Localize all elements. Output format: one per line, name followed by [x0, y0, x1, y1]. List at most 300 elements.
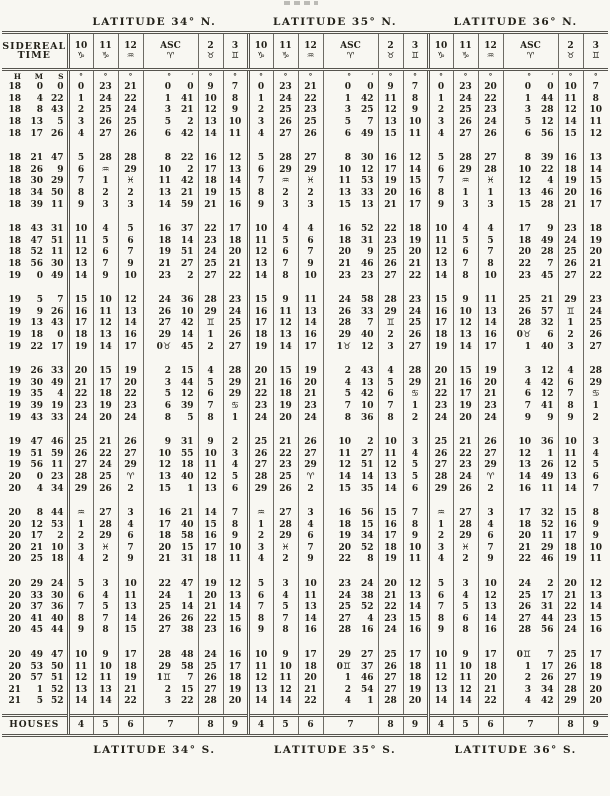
sidereal-s: 10	[50, 542, 64, 553]
cell-3: 19	[583, 673, 608, 685]
table-row	[2, 377, 608, 389]
cell-empty	[583, 708, 608, 716]
cell-asc-deg: 22	[503, 259, 533, 271]
sidereal-m: 8	[36, 105, 43, 116]
cell-10: 13	[248, 685, 273, 697]
cell-asc-min: 2	[187, 117, 194, 128]
cell-asc-deg: 24	[503, 579, 533, 591]
cell-asc-deg: 26	[143, 614, 173, 626]
cell-10: 4	[428, 554, 453, 566]
cell-empty	[558, 566, 583, 579]
cell-asc-deg: 8	[503, 153, 533, 165]
deg-mark: °	[143, 70, 173, 83]
cell-3: 29	[223, 377, 248, 389]
cell-2: 18	[558, 165, 583, 177]
cell-3: 17	[583, 199, 608, 211]
cell-10: 9	[68, 199, 93, 211]
cell-12: 29	[118, 460, 143, 472]
cell-asc-deg: 8	[323, 153, 353, 165]
cell-10: 6	[248, 590, 273, 602]
cell-empty	[403, 424, 428, 437]
cell-10: 8	[248, 614, 273, 626]
cell-10: 8	[68, 614, 93, 626]
cell-empty	[223, 211, 248, 224]
cell-asc-min: 51	[360, 460, 374, 471]
cell-3: 28	[223, 366, 248, 378]
cell-asc-min: 15	[180, 684, 194, 695]
deg-mark: °	[118, 70, 143, 83]
cell-3: 12	[583, 579, 608, 591]
cell-asc-min: 8	[367, 554, 374, 565]
cell-11: 4	[273, 224, 298, 236]
cell-3: 19	[223, 685, 248, 697]
sidereal-m: 45	[30, 625, 43, 636]
cell-empty	[68, 353, 93, 366]
col-12-header: 12 ♒	[478, 33, 503, 70]
cell-empty	[453, 353, 478, 366]
hours-label: H	[13, 71, 21, 81]
cell-3: 4	[223, 460, 248, 472]
sidereal-s: 19	[50, 400, 64, 411]
cell-asc-deg: 21	[503, 543, 533, 555]
gemini-icon: ♊	[591, 50, 600, 61]
cell-asc-min: 2	[367, 437, 374, 448]
cell-2: 23	[378, 614, 403, 626]
sidereal-h: 20	[8, 613, 21, 624]
cell-3: 7	[223, 508, 248, 520]
cell-3: 23	[223, 295, 248, 307]
table-row	[2, 94, 608, 106]
cell-asc-deg: 12	[503, 448, 533, 460]
cell-empty	[248, 708, 273, 716]
sidereal-h: 20	[8, 519, 21, 530]
cell-empty	[478, 637, 503, 650]
cell-2: 23	[378, 236, 403, 248]
header-row	[2, 33, 608, 70]
cell-asc-min: 14	[180, 235, 194, 246]
sidereal-m: 5	[36, 696, 43, 707]
cell-3: 18	[583, 224, 608, 236]
cell-asc-min: 24	[360, 579, 374, 590]
cell-12: 10	[298, 579, 323, 591]
deg-mark: °	[453, 70, 478, 83]
cell-2: 29	[558, 696, 583, 708]
table-row	[2, 543, 608, 555]
cell-asc-min: 5	[187, 412, 194, 423]
cell-10: 13	[248, 259, 273, 271]
cell-2: 13	[198, 117, 223, 129]
sidereal-s: 52	[50, 684, 64, 695]
cell-empty	[68, 708, 93, 716]
cell-10: 0	[248, 82, 273, 94]
cell-11: 10	[453, 307, 478, 319]
cell-2: 16	[378, 519, 403, 531]
cell-empty	[248, 353, 273, 366]
cell-3: ♋	[223, 401, 248, 413]
sidereal-m: 1	[36, 684, 43, 695]
cell-asc-min: 1	[187, 483, 194, 494]
cell-2: 15	[378, 508, 403, 520]
cell-10: 5	[248, 579, 273, 591]
sidereal-s: 5	[57, 117, 64, 128]
sidereal-h: 20	[8, 483, 21, 494]
cell-asc-min: 43	[360, 366, 374, 377]
cell-asc-min: 16	[360, 625, 374, 636]
cell-empty	[93, 566, 118, 579]
cell-asc-deg: 13	[143, 472, 173, 484]
cell-asc-deg: 8	[143, 412, 173, 424]
cell-asc-min: 14	[360, 471, 374, 482]
cell-12: ♈	[298, 472, 323, 484]
table-row	[2, 625, 608, 637]
cell-12: 9	[298, 554, 323, 566]
cell-empty	[223, 282, 248, 295]
cell-empty	[93, 282, 118, 295]
cell-3: 13	[223, 590, 248, 602]
cell-2: 6	[198, 389, 223, 401]
cell-asc-min: 21	[180, 188, 194, 199]
taurus-icon: ♉	[566, 50, 575, 61]
cell-12: 17	[298, 650, 323, 662]
cell-10: 0	[428, 82, 453, 94]
cell-11: 4	[453, 590, 478, 602]
sidereal-m: 4	[36, 483, 43, 494]
cell-asc-deg: 22	[503, 554, 533, 566]
col-10-header: 10 ♑	[248, 33, 273, 70]
cell-3: 25	[223, 318, 248, 330]
cell-2: 8	[378, 412, 403, 424]
cell-3: 10	[223, 117, 248, 129]
cell-2: 18	[378, 543, 403, 555]
cell-3: 1	[403, 401, 428, 413]
cell-10: 11	[248, 236, 273, 248]
sidereal-m: 35	[30, 389, 43, 400]
cell-12: 17	[298, 341, 323, 353]
cell-11: 10	[93, 295, 118, 307]
col-11-header: 11 ♑	[93, 33, 118, 70]
cell-11: 27	[453, 508, 478, 520]
cell-asc-deg: 16	[323, 224, 353, 236]
cell-asc-min: 26	[540, 460, 554, 471]
cell-empty	[198, 353, 223, 366]
cell-10: 2	[428, 105, 453, 117]
cell-3: 13	[223, 165, 248, 177]
cell-empty	[323, 282, 353, 295]
sidereal-s: 49	[50, 377, 64, 388]
sidereal-s: 50	[50, 188, 64, 199]
cell-3: 10	[583, 543, 608, 555]
deg-mark: °	[273, 70, 298, 83]
cell-3: 21	[583, 259, 608, 271]
cell-empty	[403, 282, 428, 295]
houses-label: HOUSES	[2, 715, 68, 735]
cell-11: 19	[93, 401, 118, 413]
cell-asc-min: 41	[180, 93, 194, 104]
cell-2: 9	[558, 412, 583, 424]
cell-asc-deg: 20	[503, 531, 533, 543]
sidereal-s: 47	[50, 153, 64, 164]
gemini-icon: ♊	[411, 50, 419, 61]
sidereal-h: 20	[8, 531, 21, 542]
cell-12: 24	[118, 105, 143, 117]
cell-empty	[533, 708, 558, 716]
sidereal-s: 7	[57, 295, 64, 306]
cell-asc-deg: 0♊	[323, 661, 353, 673]
cell-12: 27	[298, 153, 323, 165]
cell-empty	[533, 637, 558, 650]
cell-11: 22	[273, 448, 298, 460]
cell-empty	[453, 424, 478, 437]
cell-10: 10	[68, 224, 93, 236]
sidereal-m: 37	[30, 602, 43, 613]
cell-empty	[403, 708, 428, 716]
cell-asc-min: 31	[360, 235, 374, 246]
sidereal-s: 46	[50, 437, 64, 448]
cell-3: 1	[583, 401, 608, 413]
cell-empty	[143, 211, 173, 224]
cell-asc-deg: 14	[323, 472, 353, 484]
cell-12: 9	[118, 554, 143, 566]
block-gap-row	[2, 566, 608, 579]
cell-10: 3	[68, 543, 93, 555]
cell-2: 11	[378, 448, 403, 460]
cell-asc-deg: 6	[143, 128, 173, 140]
cell-empty	[378, 282, 403, 295]
deg-mark: °	[478, 70, 503, 83]
cell-10: 12	[248, 673, 273, 685]
cell-asc-deg: 0♉	[503, 330, 533, 342]
cell-asc-deg: 1	[503, 341, 533, 353]
cell-10: 19	[428, 341, 453, 353]
sidereal-s: 0	[57, 82, 64, 93]
cell-10: 15	[248, 295, 273, 307]
cell-11: 28	[453, 153, 478, 165]
cell-12: 18	[298, 661, 323, 673]
cell-asc-deg: 26	[503, 307, 533, 319]
cell-asc-min: 46	[360, 673, 374, 684]
cell-2: 9	[198, 82, 223, 94]
cell-empty	[223, 495, 248, 508]
cell-2: 6	[558, 377, 583, 389]
cell-12: 22	[118, 94, 143, 106]
cell-3: 8	[403, 519, 428, 531]
cell-empty	[533, 140, 558, 153]
cell-asc-deg: 17	[503, 224, 533, 236]
cell-asc-deg: 21	[143, 259, 173, 271]
cell-empty	[118, 495, 143, 508]
cell-12: 28	[118, 153, 143, 165]
table-row	[2, 105, 608, 117]
cell-10: 29	[248, 483, 273, 495]
cell-2: 17	[198, 543, 223, 555]
cell-11: 2	[273, 554, 298, 566]
cell-10: 3	[428, 117, 453, 129]
cell-11: 9	[273, 295, 298, 307]
cell-asc-min: 11	[540, 483, 554, 494]
table-footer	[2, 715, 608, 735]
cell-12: 9	[118, 259, 143, 271]
cell-11: 20	[453, 412, 478, 424]
cell-asc-min: 56	[540, 128, 554, 139]
cell-asc-deg: 17	[143, 519, 173, 531]
cell-asc-deg: 10	[323, 437, 353, 449]
cell-12: 17	[478, 650, 503, 662]
cell-empty	[558, 495, 583, 508]
title-lat-35n: LATITUDE 35° N.	[273, 16, 398, 28]
cell-asc-deg: 19	[323, 531, 353, 543]
taurus-icon: ♉	[386, 50, 395, 61]
cell-3: 3	[403, 437, 428, 449]
cell-asc-deg: 27	[143, 625, 173, 637]
cell-asc-min: 21	[180, 105, 194, 116]
cell-11: 6	[453, 614, 478, 626]
cell-11: 1	[93, 176, 118, 188]
table-row	[2, 259, 608, 271]
cell-empty	[503, 566, 533, 579]
cell-2: 7	[378, 401, 403, 413]
table-row	[2, 165, 608, 177]
cell-asc-min: 37	[360, 661, 374, 672]
cell-empty	[2, 424, 24, 437]
cell-3: 12	[583, 128, 608, 140]
cell-12: 24	[118, 412, 143, 424]
cell-11: 12	[453, 685, 478, 697]
sidereal-m: 25	[30, 554, 43, 565]
cell-10: 13	[68, 685, 93, 697]
cell-12: 12	[478, 590, 503, 602]
sidereal-s: 30	[50, 259, 64, 270]
cell-empty	[378, 353, 403, 366]
capricorn-icon: ♑	[461, 50, 470, 61]
cell-3: 6	[583, 472, 608, 484]
cell-asc-deg: 12	[323, 460, 353, 472]
cell-12: 18	[478, 661, 503, 673]
cell-2: 27	[378, 673, 403, 685]
cell-asc-min: 47	[180, 579, 194, 590]
block-gap-row	[2, 140, 608, 153]
col-3-header: 3 ♊	[403, 33, 428, 70]
cell-3: 12	[223, 153, 248, 165]
cell-2: 27	[378, 270, 403, 282]
cell-empty	[24, 282, 46, 295]
cell-12: 20	[298, 673, 323, 685]
cell-asc-min: 35	[360, 483, 374, 494]
cell-10: 3	[68, 117, 93, 129]
cell-asc-deg: 13	[143, 188, 173, 200]
cell-3: 22	[403, 270, 428, 282]
cell-empty	[273, 282, 298, 295]
cell-2: 12	[198, 472, 223, 484]
cell-asc-deg: 13	[323, 188, 353, 200]
cell-2: ♊	[558, 307, 583, 319]
cell-11: 3	[93, 199, 118, 211]
cell-empty	[353, 211, 378, 224]
cell-12: 2	[298, 188, 323, 200]
cell-2: 20	[558, 579, 583, 591]
cell-12: 8	[478, 259, 503, 271]
cell-2: 10	[198, 94, 223, 106]
cell-12: 16	[118, 330, 143, 342]
col-10-header: 10 ♑	[68, 33, 93, 70]
sidereal-s: 2	[57, 531, 64, 542]
cell-empty	[46, 708, 68, 716]
cell-11: 6	[93, 247, 118, 259]
cell-10: 28	[248, 472, 273, 484]
cell-11: 18	[273, 389, 298, 401]
sidereal-s: 34	[50, 483, 64, 494]
cell-empty	[428, 495, 453, 508]
table-row	[2, 318, 608, 330]
cell-3: 5	[223, 472, 248, 484]
cell-asc-deg: 24	[143, 295, 173, 307]
house-5: 5	[93, 715, 118, 735]
sidereal-h: 19	[8, 341, 21, 352]
cell-asc-min: 10	[180, 306, 194, 317]
cell-3: 13	[583, 153, 608, 165]
cell-asc-min: 32	[540, 508, 554, 519]
cell-12: 12	[118, 295, 143, 307]
sidereal-h: 18	[8, 224, 21, 235]
sidereal-h: 19	[8, 448, 21, 459]
cell-empty	[503, 424, 533, 437]
cell-asc-deg: 28	[503, 318, 533, 330]
cell-12: 13	[118, 307, 143, 319]
cell-12: 14	[478, 614, 503, 626]
cell-3: 15	[403, 176, 428, 188]
cell-10: 13	[428, 685, 453, 697]
cell-12: 23	[298, 401, 323, 413]
cell-asc-min: 52	[540, 519, 554, 530]
cell-empty	[298, 140, 323, 153]
cell-2: 19	[378, 554, 403, 566]
cell-empty	[323, 566, 353, 579]
cell-empty	[453, 140, 478, 153]
cell-3: 7	[583, 483, 608, 495]
sidereal-h: 20	[8, 602, 21, 613]
cell-11: 10	[273, 661, 298, 673]
cell-12: 27	[478, 153, 503, 165]
cell-10: 7	[68, 176, 93, 188]
cell-10: 18	[248, 330, 273, 342]
cell-asc-min: 46	[360, 259, 374, 270]
cell-asc-deg: 25	[143, 602, 173, 614]
table-row	[2, 188, 608, 200]
cell-11: 23	[273, 82, 298, 94]
cell-3: 9	[403, 105, 428, 117]
cell-3: 21	[223, 259, 248, 271]
cell-2: 27	[198, 270, 223, 282]
cell-10: 27	[68, 460, 93, 472]
cell-asc-min: 10	[360, 400, 374, 411]
sidereal-h: 18	[8, 259, 21, 270]
cell-2: 17	[378, 531, 403, 543]
sidereal-s: 9	[57, 164, 64, 175]
cell-11: 11	[273, 673, 298, 685]
cell-2: 22	[198, 614, 223, 626]
cell-12: 27	[118, 448, 143, 460]
cell-12: 4	[478, 224, 503, 236]
cell-11: 15	[93, 366, 118, 378]
house-9: 9	[223, 715, 248, 735]
table-row	[2, 614, 608, 626]
cell-3: 24	[223, 307, 248, 319]
cell-empty	[353, 353, 378, 366]
table-row	[2, 483, 608, 495]
cell-10: 4	[248, 128, 273, 140]
cell-empty	[583, 424, 608, 437]
min-mark: ′	[551, 71, 554, 81]
cell-12: 21	[478, 685, 503, 697]
